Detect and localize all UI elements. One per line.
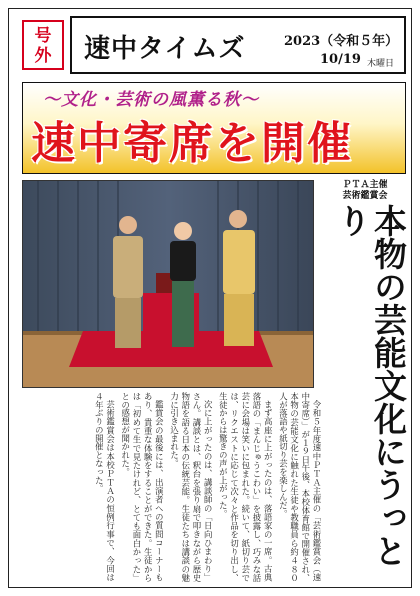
publication-year: 2023（令和５年） [284,34,399,49]
headline-banner [22,82,406,174]
article-headline: 本物の芸能文化にうっとり [333,204,408,567]
article-body [22,392,322,582]
article-paragraph: 令和５年度速中ＰＴＡ主催の「芸術鑑賞会（速中寄席）」が１９日午後、本校体育館で開催され、本物の芸能文化に触れた生徒や教職員ら約４８０人が落語や紙切り芸を楽しんだ。 [278,392,322,582]
badge-char-2: 外 [34,46,52,66]
badge-char-1: 号 [34,26,52,46]
stage-photo [22,180,314,388]
newspaper-title: 速中タイムズ [84,34,246,64]
extra-edition-badge [22,20,64,70]
publication-date: 10/19 [320,52,361,67]
article-paragraph: 鑑賞会の最後には、出演者への質問コーナーもあり、貴重な体験をすることができた。生徒からは「初めて生で見たけれど、とても面白かった」との感想が聞かれた。 [120,392,165,582]
banner-title: 速中寄席を開催 [31,118,353,169]
masthead [70,16,406,74]
stage-photo-illustration [23,181,314,388]
article-paragraph: 次に上がったのは、講談師の「日向ひまわり」さん。講談とは、釈台を張り扇で叩きながら歴史物語を語る日本の伝統芸能。生徒たちは講談の魅力に引き込まれた。 [169,392,214,582]
banner-subtitle: 〜文化・芸術の風薫る秋〜 [43,90,259,110]
sponsor-line-1: ＰＴＡ主催 [342,180,388,190]
publication-weekday: 木曜日 [367,59,395,69]
article-paragraph: まず高座に上がったのは、落語家の一席。古典落語の「まんじゅうこわい」を披露し、巧みな話芸に会場は笑いに包まれた。続いて、紙切り芸では、リクエストに応じて次々と作品を切り出し、生徒からは驚きの声が上がった。 [218,392,274,582]
article-paragraph: 芸術鑑賞会は本校ＰＴＡの恒例行事で、今回は４年ぶりの開催となった。 [94,392,116,582]
sponsor-line-2: 芸術鑑賞会 [342,191,388,201]
event-sponsor-label [322,180,408,202]
